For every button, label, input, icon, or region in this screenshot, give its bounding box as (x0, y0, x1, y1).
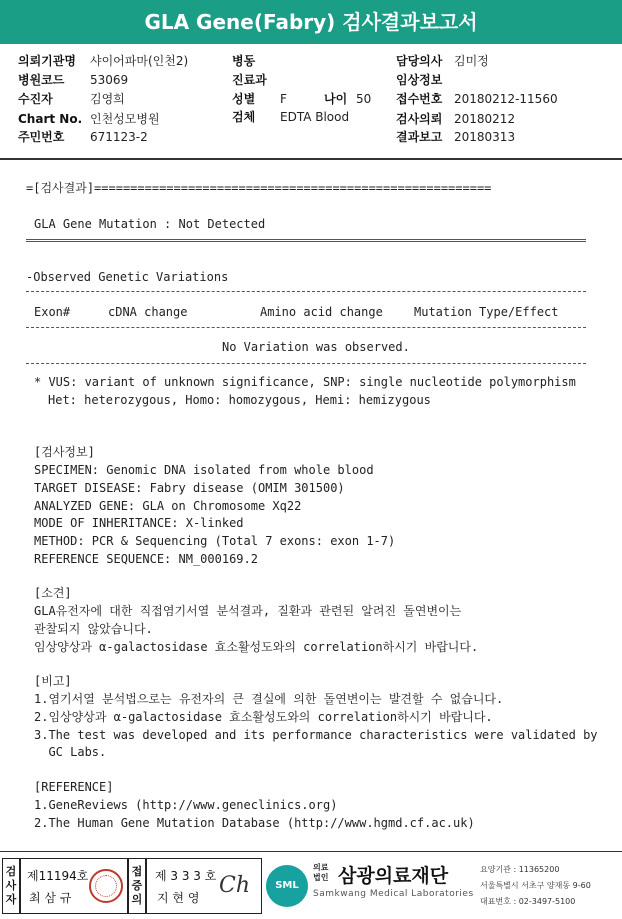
test-info-line: TARGET DISEASE: Fabry disease (OMIM 301500) (34, 481, 345, 495)
column-mutation-type: Mutation Type/Effect (414, 305, 559, 319)
divider (0, 158, 622, 160)
org-address: 서울특별시 서초구 양재동 9-60 (480, 881, 591, 890)
remarks-line: 1.염기서열 분석법으로는 유전자의 큰 결실에 의한 돌연변이는 발견할 수 없습니다. (34, 692, 504, 706)
tester-box (20, 858, 128, 914)
signature-icon: Ch (219, 873, 251, 898)
info-label: 검체 (232, 110, 256, 124)
sml-logo-icon: SML (266, 865, 308, 907)
org-english-name: Samkwang Medical Laboratories (313, 889, 474, 899)
approver-label-box (128, 858, 146, 914)
footnote: * VUS: variant of unknown significance, SNP: single nucleotide polymorphism (34, 375, 576, 389)
info-value: 인천성모병원 (90, 112, 160, 126)
divider (26, 239, 586, 242)
info-value: 20180212-11560 (454, 92, 558, 106)
approver-license: 제 3 3 3 호 (155, 869, 217, 883)
footnote: Het: heterozygous, Homo: homozygous, Hemi: hemizygous (48, 393, 431, 407)
no-variation-text: No Variation was observed. (222, 340, 410, 354)
seal-stamp-icon (89, 869, 123, 903)
info-label: 병동 (232, 54, 256, 68)
approver-label: 접증의 (131, 865, 143, 906)
findings-line: 관찰되지 않았습니다. (34, 622, 153, 636)
org-phone: 대표번호 : 02-3497-5100 (480, 897, 576, 906)
tester-license: 제11194호 (27, 869, 89, 883)
result-header: =[검사결과]======================================================= (26, 181, 492, 195)
info-label: 결과보고 (396, 130, 443, 144)
divider (0, 851, 622, 852)
remarks-line: GC Labs. (34, 745, 107, 759)
info-value: 20180313 (454, 130, 516, 144)
reference-line: 1.GeneReviews (http://www.geneclinics.org) (34, 798, 338, 812)
info-value: 김영희 (90, 92, 125, 106)
info-value: 20180212 (454, 112, 516, 126)
info-value: 샤이어파마(인천2) (90, 54, 189, 68)
org-name: 삼광의료재단 (338, 865, 449, 887)
test-info-line: ANALYZED GENE: GLA on Chromosome Xq22 (34, 499, 302, 513)
info-label: 담당의사 (396, 54, 443, 68)
info-label: 임상정보 (396, 73, 443, 87)
divider (26, 363, 586, 364)
info-value: 53069 (90, 73, 129, 87)
info-label: Chart No. (18, 112, 83, 126)
test-info-line: SPECIMEN: Genomic DNA isolated from whole blood (34, 463, 374, 477)
info-value: 671123-2 (90, 130, 148, 144)
column-cdna: cDNA change (108, 305, 188, 319)
remarks-line: 3.The test was developed and its performance characteristics were validated by (34, 728, 598, 742)
test-info-line: MODE OF INHERITANCE: X-linked (34, 516, 244, 530)
report-footer (0, 856, 622, 919)
info-value: 김미정 (454, 54, 489, 68)
info-label: 주민번호 (18, 130, 65, 144)
info-value: EDTA Blood (280, 110, 350, 124)
mutation-result: GLA Gene Mutation : Not Detected (34, 217, 266, 231)
remarks-line: 2.임상양상과 α-galactosidase 효소활성도와의 correlation하시기 바랍니다. (34, 710, 493, 724)
reference-line: 2.The Human Gene Mutation Database (http://www.hgmd.cf.ac.uk) (34, 816, 475, 830)
info-label: 병원코드 (18, 73, 65, 87)
test-info-line: REFERENCE SEQUENCE: NM_000169.2 (34, 552, 258, 566)
section-heading: [검사정보] (34, 445, 95, 459)
findings-line: GLA유전자에 대한 직접염기서열 분석결과, 질환과 관련된 알려진 돌연변이는 (34, 604, 462, 618)
approver-name: 지 현 영 (157, 891, 200, 905)
section-heading: [비고] (34, 674, 72, 688)
report-title: GLA Gene(Fabry) 검사결과보고서 (0, 0, 622, 44)
info-label: 성별 (232, 92, 256, 106)
info-label: 수진자 (18, 92, 53, 106)
section-heading: [REFERENCE] (34, 780, 114, 794)
info-label: 접수번호 (396, 92, 443, 106)
age-label: 나이 (324, 92, 348, 106)
column-exon: Exon# (34, 305, 71, 319)
tester-label-box (2, 858, 20, 914)
info-label: 검사의뢰 (396, 112, 443, 126)
org-prefix: 의료법인 (313, 863, 329, 882)
tester-label: 검사자 (5, 865, 17, 906)
info-label: 의뢰기관명 (18, 54, 76, 68)
test-info-line: METHOD: PCR & Sequencing (Total 7 exons: exon 1-7) (34, 534, 396, 548)
observed-variations-header: -Observed Genetic Variations (26, 270, 229, 284)
patient-info (0, 44, 622, 158)
org-code: 요양기관 : 11365200 (480, 865, 560, 874)
divider (26, 327, 586, 328)
info-label: 진료과 (232, 73, 267, 87)
section-heading: [소견] (34, 586, 72, 600)
findings-line: 임상양상과 α-galactosidase 효소활성도와의 correlation하시기 바랍니다. (34, 640, 479, 654)
tester-name: 최 삼 규 (29, 891, 72, 905)
info-value: F (280, 92, 287, 106)
age-value: 50 (356, 92, 372, 106)
divider (26, 291, 586, 292)
column-amino-acid: Amino acid change (260, 305, 383, 319)
approver-box (146, 858, 262, 914)
